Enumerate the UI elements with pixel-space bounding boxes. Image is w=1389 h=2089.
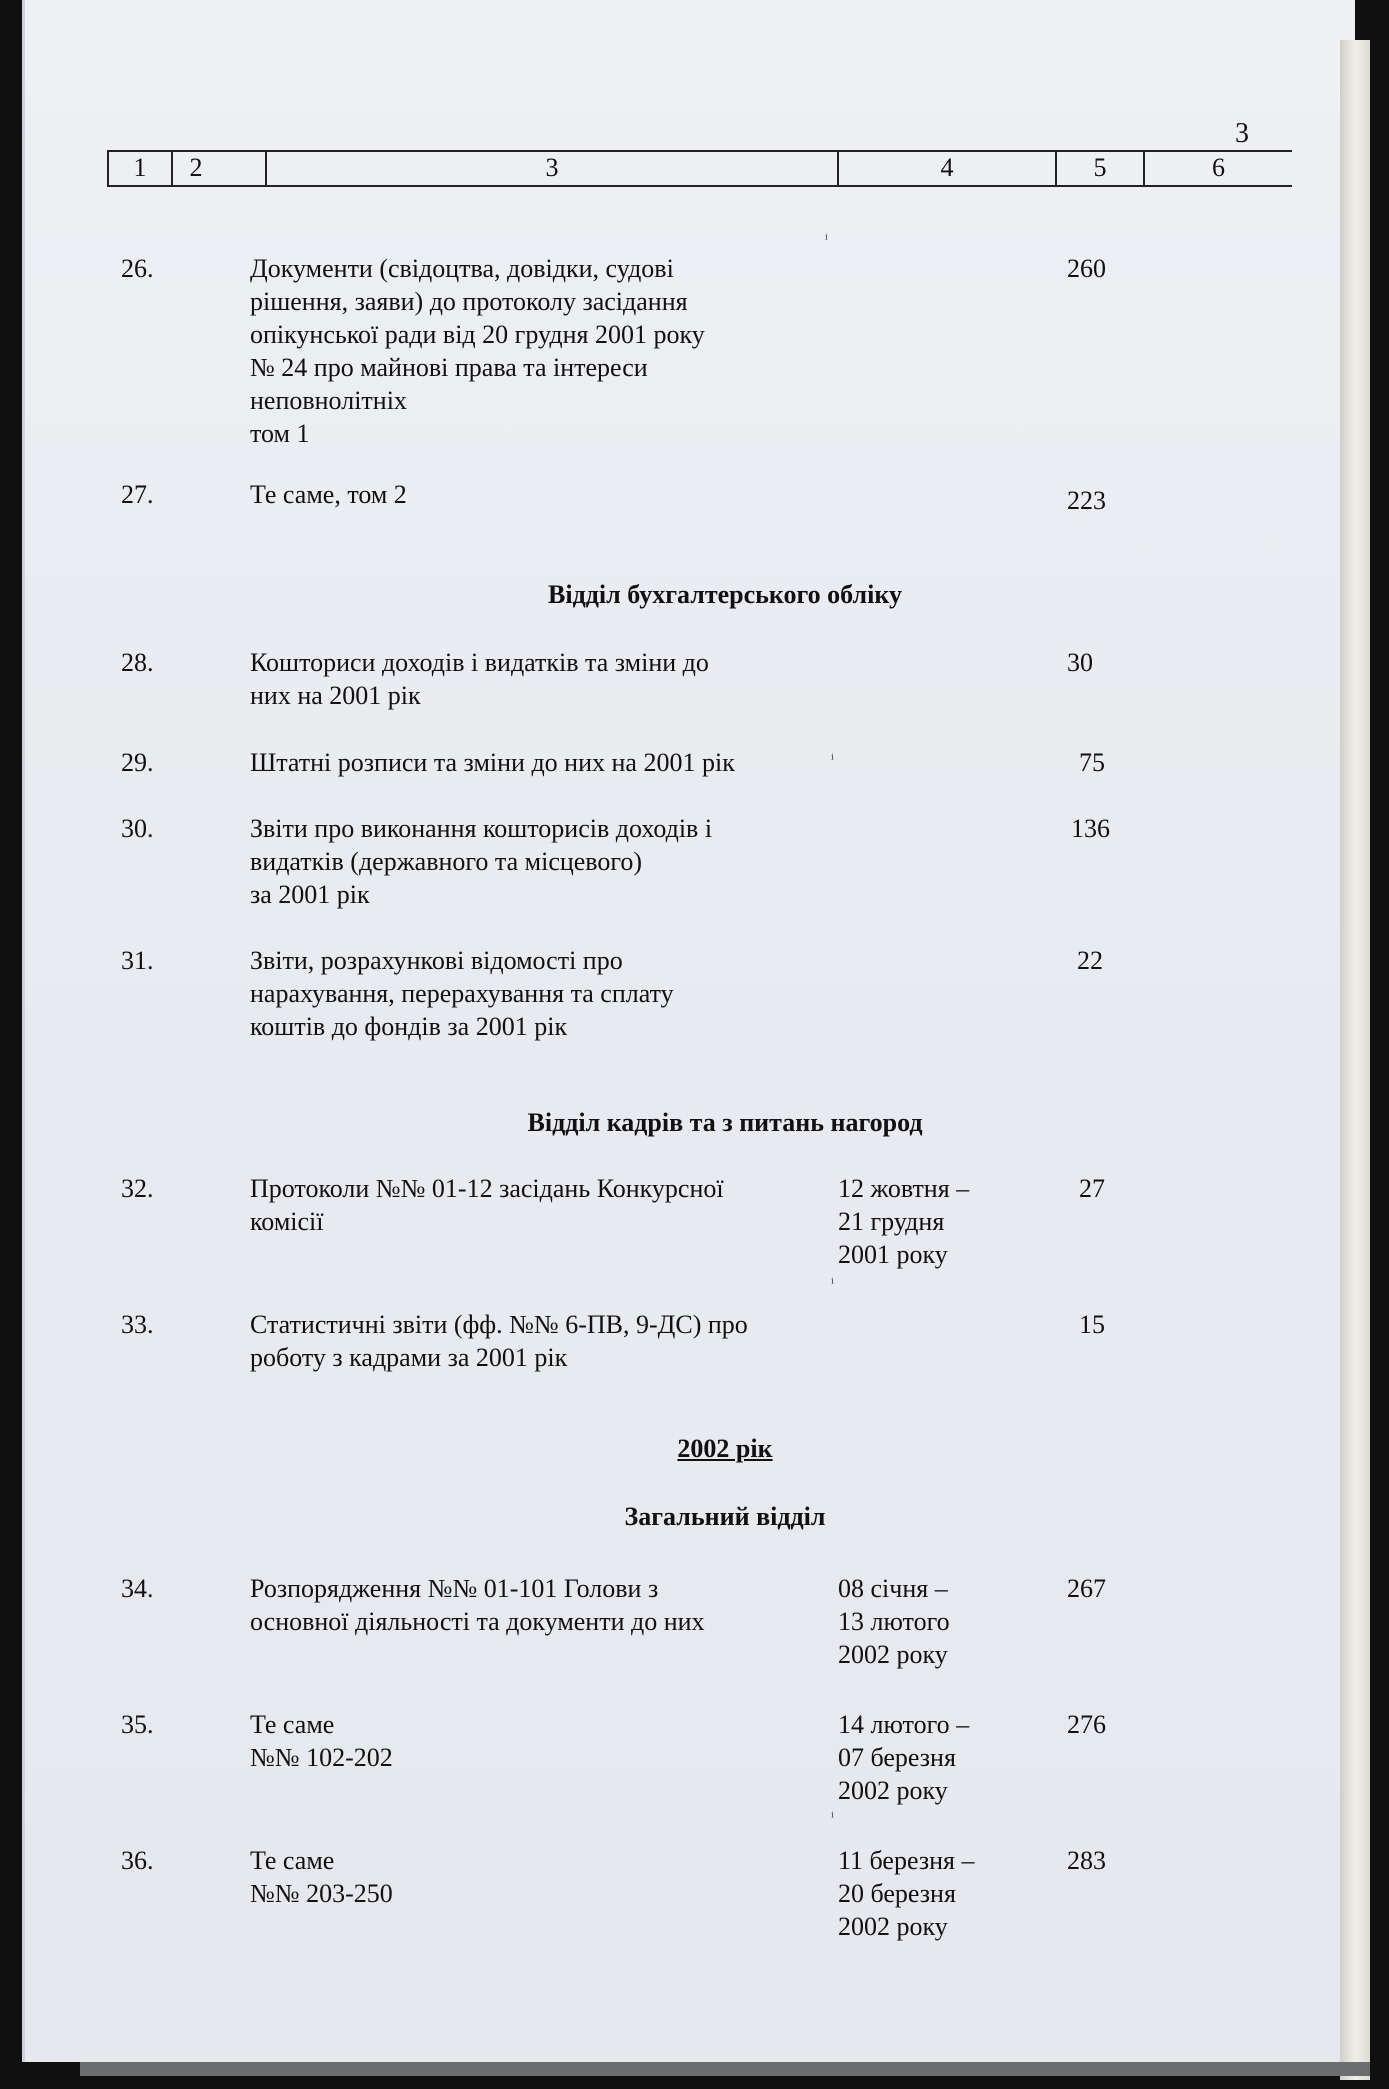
column-4: 4 [837, 150, 1055, 186]
row-title: Штатні розписи та зміни до них на 2001 рік [250, 748, 735, 777]
row-sheet-count: 15 [1079, 1310, 1105, 1339]
column-6: 6 [1143, 150, 1292, 186]
row-title: Статистичні звіти (фф. №№ 6-ПВ, 9-ДС) про роботу з кадрами за 2001 рік [250, 1310, 748, 1372]
section-heading-general: Загальний відділ [624, 1502, 826, 1531]
row-dates: 12 жовтня – 21 грудня 2001 року [838, 1174, 970, 1269]
row-number: 28. [121, 648, 154, 677]
column-3: 3 [265, 150, 837, 186]
row-sheet-count: 136 [1071, 814, 1110, 843]
column-5: 5 [1055, 150, 1143, 186]
column-2: 2 [171, 150, 219, 186]
row-title: Звіти, розрахункові відомості про нарахування, перерахування та сплату коштів до фондів за 2001 рік [250, 946, 674, 1041]
row-sheet-count: 30 [1067, 648, 1093, 677]
row-title: Кошториси доходів і видатків та зміни до них на 2001 рік [250, 648, 709, 710]
row-number: 31. [121, 946, 154, 975]
row-sheet-count: 276 [1067, 1710, 1106, 1739]
row-title: Документи (свідоцтва, довідки, судові рішення, заяви) до протоколу засідання опікунської ради від 20 грудня 2001 року № 24 про майнові права та інтереси неповнолітніх том 1 [250, 254, 705, 448]
row-number: 34. [121, 1574, 154, 1603]
document-page [22, 0, 1355, 2062]
year-heading: 2002 рік [677, 1434, 773, 1463]
row-number: 30. [121, 814, 154, 843]
row-sheet-count: 22 [1077, 946, 1103, 975]
page-edge-right [1340, 40, 1370, 2080]
paper-speck: ⁱ [831, 1811, 834, 1826]
row-number: 36. [121, 1846, 154, 1875]
row-sheet-count: 267 [1067, 1574, 1106, 1603]
paper-speck: ⁱ [831, 753, 834, 768]
row-title: Розпорядження №№ 01-101 Голови з основної діяльності та документи до них [250, 1574, 705, 1636]
row-sheet-count: 223 [1067, 486, 1106, 515]
row-dates: 14 лютого – 07 березня 2002 року [838, 1710, 970, 1805]
row-sheet-count: 75 [1079, 748, 1105, 777]
row-title: Те саме, том 2 [250, 480, 407, 509]
paper-speck: ⁱ [831, 1277, 834, 1292]
page-number: 3 [1235, 118, 1249, 149]
row-title: Звіти про виконання кошторисів доходів і видатків (державного та місцевого) за 2001 рік [250, 814, 713, 909]
row-dates: 08 січня – 13 лютого 2002 року [838, 1574, 950, 1669]
row-sheet-count: 27 [1079, 1174, 1105, 1203]
row-number: 29. [121, 748, 154, 777]
row-title: Те саме №№ 102-202 [250, 1710, 393, 1772]
row-number: 27. [121, 480, 154, 509]
paper-speck: ⁱ [825, 233, 828, 248]
page-edge-bottom [80, 2062, 1370, 2076]
section-heading-accounting: Відділ бухгалтерського обліку [548, 580, 902, 609]
header-bottom-line [107, 185, 1292, 187]
row-sheet-count: 283 [1067, 1846, 1106, 1875]
column-1: 1 [107, 150, 171, 186]
row-number: 32. [121, 1174, 154, 1203]
row-dates: 11 березня – 20 березня 2002 року [838, 1846, 975, 1941]
row-number: 26. [121, 254, 154, 283]
row-number: 33. [121, 1310, 154, 1339]
row-sheet-count: 260 [1067, 254, 1106, 283]
row-number: 35. [121, 1710, 154, 1739]
row-title: Протоколи №№ 01-12 засідань Конкурсної комісії [250, 1174, 724, 1236]
section-heading-personnel: Відділ кадрів та з питань нагород [527, 1108, 923, 1137]
row-title: Те саме №№ 203-250 [250, 1846, 393, 1908]
